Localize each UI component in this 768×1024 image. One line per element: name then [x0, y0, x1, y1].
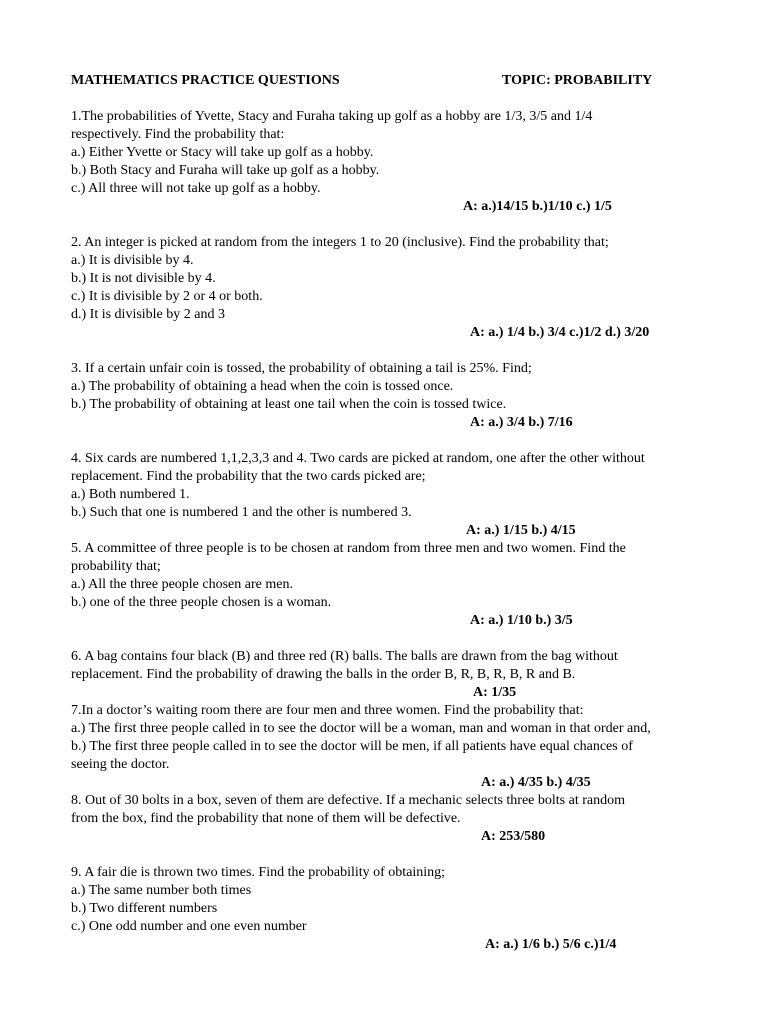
question-2-part-d: d.) It is divisible by 2 and 3 — [71, 307, 225, 322]
document-topic: TOPIC: PROBABILITY — [502, 73, 653, 88]
question-6-line-2: replacement. Find the probability of drawing the balls in the order B, R, B, R, B, R and B. — [71, 667, 576, 682]
question-8-line-1: 8. Out of 30 bolts in a box, seven of them are defective. If a mechanic selects three bolts at random — [71, 793, 625, 808]
question-4-answer: A: a.) 1/15 b.) 4/15 — [466, 523, 576, 538]
document-title: MATHEMATICS PRACTICE QUESTIONS — [71, 73, 340, 88]
question-7-part-b: b.) The first three people called in to see the doctor will be men, if all patients have equal chances of — [71, 739, 633, 754]
question-9-answer: A: a.) 1/6 b.) 5/6 c.)1/4 — [485, 937, 617, 952]
question-1-part-c: c.) All three will not take up golf as a hobby. — [71, 181, 321, 196]
spacer — [71, 630, 701, 648]
question-1-part-a: a.) Either Yvette or Stacy will take up golf as a hobby. — [71, 145, 374, 160]
question-5-line-1: 5. A committee of three people is to be chosen at random from three men and two women. Find the — [71, 541, 626, 556]
question-2-part-b: b.) It is not divisible by 4. — [71, 271, 216, 286]
question-7 — [71, 702, 701, 792]
question-1 — [71, 108, 701, 216]
document-header — [71, 72, 701, 90]
question-1-answer: A: a.)14/15 b.)1/10 c.) 1/5 — [463, 199, 612, 214]
question-4-part-b: b.) Such that one is numbered 1 and the other is numbered 3. — [71, 505, 412, 520]
question-7-answer: A: a.) 4/35 b.) 4/35 — [481, 775, 591, 790]
question-3-part-b: b.) The probability of obtaining at least one tail when the coin is tossed twice. — [71, 397, 507, 412]
question-8-answer: A: 253/580 — [481, 829, 546, 844]
question-4 — [71, 450, 701, 540]
question-2-line-1: 2. An integer is picked at random from the integers 1 to 20 (inclusive). Find the probability that; — [71, 235, 609, 250]
question-3 — [71, 360, 701, 432]
question-7-line-4: seeing the doctor. — [71, 757, 170, 772]
spacer — [71, 846, 701, 864]
question-8 — [71, 792, 701, 846]
question-7-line-1: 7.In a doctor’s waiting room there are four men and three women. Find the probability that: — [71, 703, 584, 718]
spacer — [71, 342, 701, 360]
question-5-answer: A: a.) 1/10 b.) 3/5 — [470, 613, 573, 628]
spacer — [71, 216, 701, 234]
question-8-line-2: from the box, find the probability that none of them will be defective. — [71, 811, 461, 826]
question-1-part-b: b.) Both Stacy and Furaha will take up golf as a hobby. — [71, 163, 380, 178]
question-5-line-2: probability that; — [71, 559, 161, 574]
question-9-line-1: 9. A fair die is thrown two times. Find the probability of obtaining; — [71, 865, 446, 880]
question-5-part-a: a.) All the three people chosen are men. — [71, 577, 293, 592]
question-3-line-1: 3. If a certain unfair coin is tossed, the probability of obtaining a tail is 25%. Find; — [71, 361, 532, 376]
question-9-part-a: a.) The same number both times — [71, 883, 252, 898]
question-2-part-c: c.) It is divisible by 2 or 4 or both. — [71, 289, 263, 304]
spacer — [71, 90, 701, 108]
question-7-part-a: a.) The first three people called in to see the doctor will be a woman, man and woman in that order and, — [71, 721, 651, 736]
question-5 — [71, 540, 701, 630]
question-4-part-a: a.) Both numbered 1. — [71, 487, 190, 502]
question-6 — [71, 648, 701, 702]
question-9-part-b: b.) Two different numbers — [71, 901, 218, 916]
question-5-part-b: b.) one of the three people chosen is a woman. — [71, 595, 332, 610]
question-9-part-c: c.) One odd number and one even number — [71, 919, 307, 934]
question-9 — [71, 864, 701, 954]
question-2-answer: A: a.) 1/4 b.) 3/4 c.)1/2 d.) 3/20 — [470, 325, 650, 340]
question-6-answer: A: 1/35 — [473, 685, 517, 700]
question-3-answer: A: a.) 3/4 b.) 7/16 — [470, 415, 573, 430]
spacer — [71, 432, 701, 450]
question-4-line-2: replacement. Find the probability that the two cards picked are; — [71, 469, 426, 484]
question-6-line-1: 6. A bag contains four black (B) and three red (R) balls. The balls are drawn from the bag without — [71, 649, 618, 664]
question-1-line-2: respectively. Find the probability that: — [71, 127, 285, 142]
question-3-part-a: a.) The probability of obtaining a head when the coin is tossed once. — [71, 379, 454, 394]
question-2-part-a: a.) It is divisible by 4. — [71, 253, 194, 268]
question-2 — [71, 234, 701, 342]
document-page — [71, 72, 701, 954]
question-1-line-1: 1.The probabilities of Yvette, Stacy and Furaha taking up golf as a hobby are 1/3, 3/5 and 1/4 — [71, 109, 593, 124]
question-4-line-1: 4. Six cards are numbered 1,1,2,3,3 and 4. Two cards are picked at random, one after the other without — [71, 451, 645, 466]
